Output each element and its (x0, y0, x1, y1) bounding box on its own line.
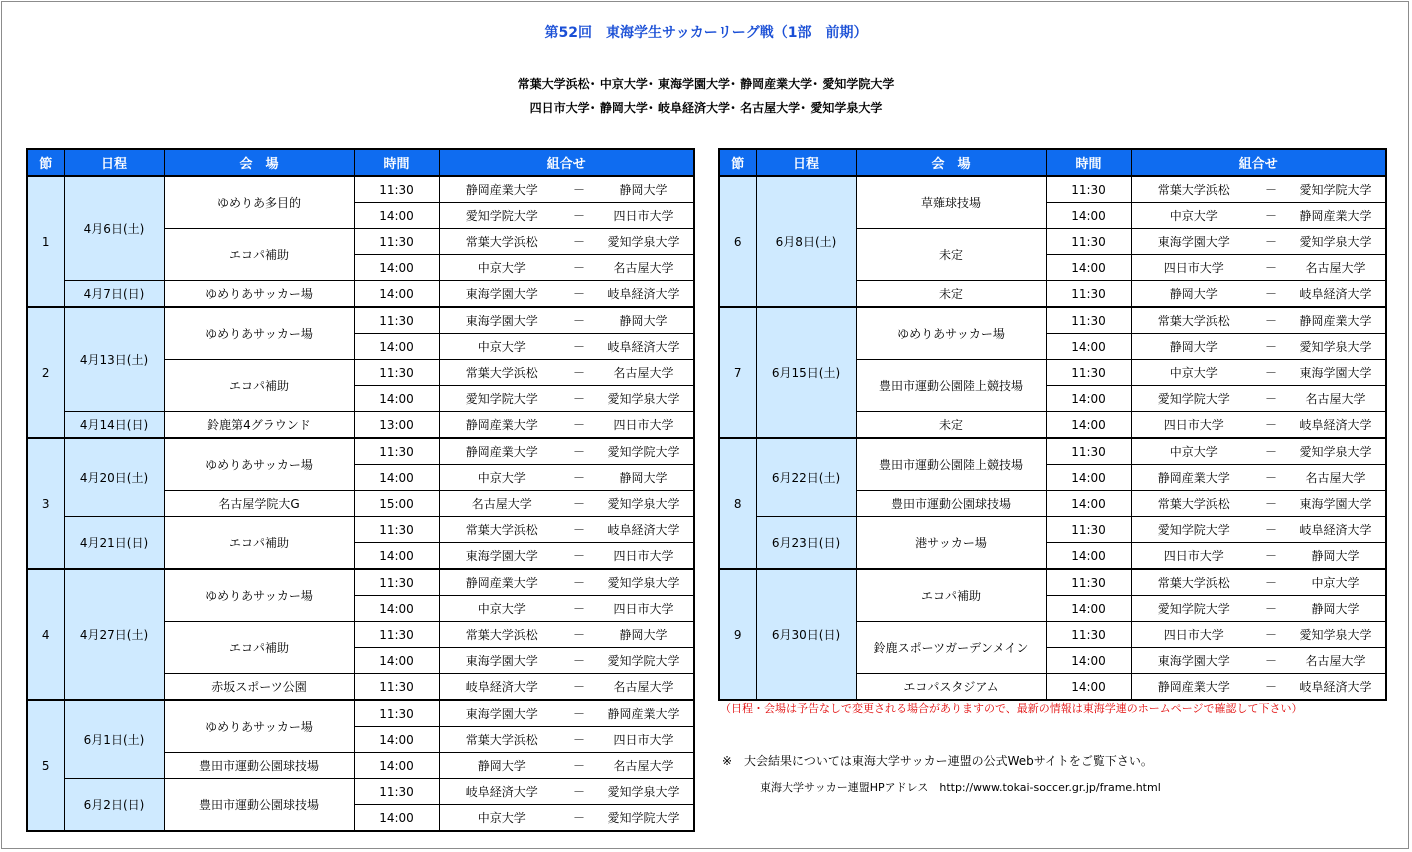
away-team: 名古屋大学 (594, 674, 694, 701)
home-team: 四日市大学 (1131, 255, 1256, 281)
away-team: 名古屋大学 (1286, 648, 1386, 674)
kickoff-time: 11:30 (354, 517, 439, 543)
section-block (719, 438, 1386, 569)
venue-name: 鈴鹿第4グラウンド (164, 412, 354, 439)
away-team: 四日市大学 (594, 727, 694, 753)
away-team: 静岡産業大学 (1286, 203, 1386, 229)
match-row (27, 307, 694, 334)
venue-name: ゆめりあサッカー場 (164, 281, 354, 308)
kickoff-time: 14:00 (1046, 465, 1131, 491)
match-row (27, 700, 694, 727)
away-team: 静岡大学 (594, 622, 694, 648)
versus-dash: － (1256, 517, 1286, 543)
kickoff-time: 11:30 (354, 569, 439, 596)
away-team: 静岡大学 (594, 465, 694, 491)
versus-dash: － (564, 543, 594, 570)
away-team: 愛知学院大学 (594, 648, 694, 674)
kickoff-time: 14:00 (354, 753, 439, 779)
away-team: 四日市大学 (594, 203, 694, 229)
versus-dash: － (564, 203, 594, 229)
away-team: 愛知学泉大学 (594, 569, 694, 596)
match-row (27, 779, 694, 805)
match-row (27, 176, 694, 203)
versus-dash: － (564, 255, 594, 281)
match-date: 4月21日(日) (64, 517, 164, 570)
header-row (719, 149, 1386, 176)
home-team: 四日市大学 (1131, 622, 1256, 648)
home-team: 静岡産業大学 (439, 412, 564, 439)
venue-name: エコパ補助 (164, 229, 354, 281)
home-team: 中京大学 (439, 596, 564, 622)
kickoff-time: 11:30 (354, 229, 439, 255)
teams-line-1: 常葉大学浜松･ 中京大学･ 東海学園大学･ 静岡産業大学･ 愛知学院大学 (517, 77, 895, 91)
away-team: 愛知学泉大学 (1286, 334, 1386, 360)
home-team: 中京大学 (439, 805, 564, 832)
venue-name: 草薙球技場 (856, 176, 1046, 229)
versus-dash: － (1256, 438, 1286, 465)
versus-dash: － (564, 596, 594, 622)
match-row (27, 438, 694, 465)
section-block (27, 438, 694, 569)
versus-dash: － (564, 491, 594, 517)
kickoff-time: 11:30 (1046, 438, 1131, 465)
away-team: 愛知学泉大学 (594, 386, 694, 412)
away-team: 愛知学院大学 (1286, 176, 1386, 203)
versus-dash: － (564, 700, 594, 727)
header-row (27, 149, 694, 176)
venue-name: 豊田市運動公園球技場 (856, 491, 1046, 517)
home-team: 常葉大学浜松 (1131, 491, 1256, 517)
match-row (719, 569, 1386, 596)
kickoff-time: 11:30 (354, 779, 439, 805)
venue-name: 名古屋学院大G (164, 491, 354, 517)
header-date: 日程 (756, 149, 856, 176)
versus-dash: － (564, 727, 594, 753)
away-team: 四日市大学 (594, 412, 694, 439)
versus-dash: － (564, 648, 594, 674)
versus-dash: － (1256, 491, 1286, 517)
kickoff-time: 11:30 (1046, 569, 1131, 596)
header-sec: 節 (27, 149, 64, 176)
venue-name: ゆめりあサッカー場 (164, 569, 354, 622)
match-row (27, 281, 694, 308)
kickoff-time: 11:30 (354, 674, 439, 701)
kickoff-time: 14:00 (354, 203, 439, 229)
versus-dash: － (1256, 203, 1286, 229)
venue-name: 豊田市運動公園球技場 (164, 779, 354, 832)
kickoff-time: 14:00 (354, 465, 439, 491)
home-team: 中京大学 (439, 465, 564, 491)
kickoff-time: 14:00 (1046, 543, 1131, 570)
versus-dash: － (1256, 465, 1286, 491)
venue-name: 未定 (856, 229, 1046, 281)
home-team: 静岡大学 (1131, 281, 1256, 308)
home-team: 岐阜経済大学 (439, 779, 564, 805)
venue-name: 豊田市運動公園陸上競技場 (856, 360, 1046, 412)
away-team: 岐阜経済大学 (594, 334, 694, 360)
versus-dash: － (564, 229, 594, 255)
match-date: 6月22日(土) (756, 438, 856, 517)
kickoff-time: 14:00 (1046, 674, 1131, 701)
kickoff-time: 11:30 (354, 438, 439, 465)
header-date: 日程 (64, 149, 164, 176)
kickoff-time: 14:00 (1046, 648, 1131, 674)
versus-dash: － (564, 465, 594, 491)
section-number: 5 (27, 700, 64, 831)
versus-dash: － (564, 176, 594, 203)
section-block (27, 569, 694, 700)
versus-dash: － (564, 334, 594, 360)
versus-dash: － (1256, 281, 1286, 308)
versus-dash: － (1256, 412, 1286, 439)
match-date: 4月13日(土) (64, 307, 164, 412)
kickoff-time: 11:30 (354, 360, 439, 386)
versus-dash: － (1256, 622, 1286, 648)
home-team: 東海学園大学 (439, 700, 564, 727)
schedule-table-left (26, 148, 695, 832)
away-team: 名古屋大学 (594, 360, 694, 386)
away-team: 岐阜経済大学 (1286, 517, 1386, 543)
header-match: 組合せ (1131, 149, 1386, 176)
home-team: 愛知学院大学 (1131, 596, 1256, 622)
header-match: 組合せ (439, 149, 694, 176)
kickoff-time: 11:30 (1046, 229, 1131, 255)
section-number: 1 (27, 176, 64, 307)
venue-name: エコパ補助 (164, 517, 354, 570)
kickoff-time: 11:30 (354, 176, 439, 203)
home-team: 四日市大学 (1131, 543, 1256, 570)
away-team: 東海学園大学 (1286, 491, 1386, 517)
versus-dash: － (564, 674, 594, 701)
kickoff-time: 14:00 (1046, 334, 1131, 360)
venue-name: 豊田市運動公園球技場 (164, 753, 354, 779)
section-block (27, 700, 694, 831)
home-team: 常葉大学浜松 (439, 229, 564, 255)
match-row (719, 307, 1386, 334)
away-team: 静岡産業大学 (1286, 307, 1386, 334)
section-number: 6 (719, 176, 756, 307)
versus-dash: － (1256, 648, 1286, 674)
away-team: 四日市大学 (594, 543, 694, 570)
home-team: 常葉大学浜松 (1131, 176, 1256, 203)
away-team: 愛知学泉大学 (594, 779, 694, 805)
results-note: ※ 大会結果については東海大学サッカー連盟の公式Webサイトをご覧下さい。 (722, 754, 1153, 768)
home-team: 愛知学院大学 (1131, 517, 1256, 543)
home-team: 中京大学 (439, 255, 564, 281)
match-date: 4月20日(土) (64, 438, 164, 517)
away-team: 岐阜経済大学 (1286, 281, 1386, 308)
header-time: 時間 (1046, 149, 1131, 176)
match-date: 4月27日(土) (64, 569, 164, 700)
venue-name: ゆめりあサッカー場 (164, 307, 354, 360)
kickoff-time: 14:00 (354, 543, 439, 570)
away-team: 愛知学泉大学 (1286, 229, 1386, 255)
versus-dash: － (1256, 255, 1286, 281)
home-team: 静岡産業大学 (439, 176, 564, 203)
home-team: 中京大学 (1131, 203, 1256, 229)
away-team: 岐阜経済大学 (1286, 674, 1386, 701)
homepage-address: 東海大学サッカー連盟HPアドレス http://www.tokai-soccer.gr.jp/frame.html (760, 781, 1161, 794)
venue-name: エコパスタジアム (856, 674, 1046, 701)
venue-name: ゆめりあ多目的 (164, 176, 354, 229)
versus-dash: － (564, 517, 594, 543)
away-team: 静岡大学 (594, 176, 694, 203)
away-team: 愛知学泉大学 (1286, 438, 1386, 465)
match-row (719, 517, 1386, 543)
versus-dash: － (1256, 386, 1286, 412)
venue-name: エコパ補助 (164, 360, 354, 412)
match-date: 4月7日(日) (64, 281, 164, 308)
header-venue: 会 場 (856, 149, 1046, 176)
away-team: 静岡産業大学 (594, 700, 694, 727)
versus-dash: － (1256, 543, 1286, 570)
home-team: 常葉大学浜松 (1131, 569, 1256, 596)
section-number: 2 (27, 307, 64, 438)
kickoff-time: 14:00 (354, 648, 439, 674)
kickoff-time: 11:30 (1046, 517, 1131, 543)
away-team: 名古屋大学 (1286, 255, 1386, 281)
away-team: 愛知学泉大学 (594, 229, 694, 255)
match-row (27, 569, 694, 596)
versus-dash: － (564, 412, 594, 439)
kickoff-time: 14:00 (354, 596, 439, 622)
match-date: 6月1日(土) (64, 700, 164, 779)
page-title: 第52回 東海学生サッカーリーグ戦（1部 前期） (544, 25, 868, 41)
away-team: 岐阜経済大学 (1286, 412, 1386, 439)
away-team: 岐阜経済大学 (594, 281, 694, 308)
away-team: 名古屋大学 (1286, 465, 1386, 491)
home-team: 常葉大学浜松 (439, 517, 564, 543)
versus-dash: － (564, 622, 594, 648)
kickoff-time: 14:00 (354, 386, 439, 412)
home-team: 東海学園大学 (1131, 648, 1256, 674)
venue-name: ゆめりあサッカー場 (856, 307, 1046, 360)
section-number: 3 (27, 438, 64, 569)
versus-dash: － (1256, 596, 1286, 622)
venue-name: エコパ補助 (164, 622, 354, 674)
kickoff-time: 14:00 (354, 334, 439, 360)
venue-name: 未定 (856, 412, 1046, 439)
kickoff-time: 14:00 (1046, 491, 1131, 517)
match-date: 6月30日(日) (756, 569, 856, 700)
versus-dash: － (564, 779, 594, 805)
home-team: 東海学園大学 (439, 281, 564, 308)
home-team: 静岡産業大学 (1131, 674, 1256, 701)
away-team: 愛知学院大学 (594, 805, 694, 832)
match-row (27, 517, 694, 543)
away-team: 四日市大学 (594, 596, 694, 622)
match-date: 6月15日(土) (756, 307, 856, 438)
section-block (719, 569, 1386, 700)
kickoff-time: 13:00 (354, 412, 439, 439)
header-time: 時間 (354, 149, 439, 176)
match-row (27, 412, 694, 439)
kickoff-time: 11:30 (1046, 622, 1131, 648)
section-block (719, 176, 1386, 307)
home-team: 愛知学院大学 (439, 386, 564, 412)
kickoff-time: 11:30 (354, 700, 439, 727)
header-sec: 節 (719, 149, 756, 176)
away-team: 名古屋大学 (594, 753, 694, 779)
venue-name: 鈴鹿スポーツガーデンメイン (856, 622, 1046, 674)
home-team: 中京大学 (439, 334, 564, 360)
kickoff-time: 11:30 (1046, 307, 1131, 334)
section-number: 7 (719, 307, 756, 438)
venue-name: ゆめりあサッカー場 (164, 438, 354, 491)
venue-name: 赤坂スポーツ公園 (164, 674, 354, 701)
match-date: 6月2日(日) (64, 779, 164, 832)
home-team: 中京大学 (1131, 438, 1256, 465)
schedule-table-right (718, 148, 1387, 701)
away-team: 岐阜経済大学 (594, 517, 694, 543)
kickoff-time: 14:00 (354, 255, 439, 281)
home-team: 常葉大学浜松 (439, 360, 564, 386)
versus-dash: － (564, 360, 594, 386)
home-team: 名古屋大学 (439, 491, 564, 517)
section-number: 4 (27, 569, 64, 700)
section-block (27, 307, 694, 438)
header-venue: 会 場 (164, 149, 354, 176)
versus-dash: － (564, 281, 594, 308)
home-team: 静岡大学 (1131, 334, 1256, 360)
section-number: 8 (719, 438, 756, 569)
home-team: 東海学園大学 (439, 307, 564, 334)
home-team: 東海学園大学 (439, 648, 564, 674)
venue-name: エコパ補助 (856, 569, 1046, 622)
versus-dash: － (1256, 229, 1286, 255)
versus-dash: － (564, 438, 594, 465)
away-team: 愛知学院大学 (594, 438, 694, 465)
home-team: 静岡産業大学 (439, 438, 564, 465)
versus-dash: － (564, 805, 594, 832)
match-date: 6月23日(日) (756, 517, 856, 570)
kickoff-time: 14:00 (1046, 596, 1131, 622)
kickoff-time: 15:00 (354, 491, 439, 517)
home-team: 東海学園大学 (439, 543, 564, 570)
section-block (719, 307, 1386, 438)
venue-name: 未定 (856, 281, 1046, 308)
kickoff-time: 11:30 (354, 307, 439, 334)
home-team: 東海学園大学 (1131, 229, 1256, 255)
match-date: 6月8日(土) (756, 176, 856, 307)
away-team: 名古屋大学 (1286, 386, 1386, 412)
versus-dash: － (1256, 334, 1286, 360)
match-date: 4月14日(日) (64, 412, 164, 439)
kickoff-time: 11:30 (1046, 176, 1131, 203)
kickoff-time: 14:00 (354, 805, 439, 832)
home-team: 常葉大学浜松 (439, 622, 564, 648)
home-team: 愛知学院大学 (439, 203, 564, 229)
away-team: 中京大学 (1286, 569, 1386, 596)
home-team: 岐阜経済大学 (439, 674, 564, 701)
match-date: 4月6日(土) (64, 176, 164, 281)
versus-dash: － (564, 753, 594, 779)
match-row (719, 438, 1386, 465)
disclaimer-note: （日程・会場は予告なしで変更される場合がありますので、最新の情報は東海学連のホームページで確認して下さい） (720, 702, 1303, 715)
kickoff-time: 14:00 (1046, 255, 1131, 281)
home-team: 中京大学 (1131, 360, 1256, 386)
away-team: 名古屋大学 (594, 255, 694, 281)
away-team: 静岡大学 (1286, 596, 1386, 622)
home-team: 静岡大学 (439, 753, 564, 779)
kickoff-time: 14:00 (1046, 386, 1131, 412)
venue-name: 港サッカー場 (856, 517, 1046, 570)
versus-dash: － (1256, 307, 1286, 334)
match-row (719, 176, 1386, 203)
away-team: 静岡大学 (594, 307, 694, 334)
kickoff-time: 14:00 (354, 727, 439, 753)
versus-dash: － (564, 307, 594, 334)
away-team: 東海学園大学 (1286, 360, 1386, 386)
venue-name: ゆめりあサッカー場 (164, 700, 354, 753)
home-team: 常葉大学浜松 (439, 727, 564, 753)
kickoff-time: 11:30 (354, 622, 439, 648)
versus-dash: － (564, 386, 594, 412)
versus-dash: － (1256, 569, 1286, 596)
section-number: 9 (719, 569, 756, 700)
kickoff-time: 14:00 (354, 281, 439, 308)
kickoff-time: 14:00 (1046, 412, 1131, 439)
kickoff-time: 11:30 (1046, 360, 1131, 386)
teams-line-2: 四日市大学･ 静岡大学･ 岐阜経済大学･ 名古屋大学･ 愛知学泉大学 (529, 101, 883, 115)
home-team: 愛知学院大学 (1131, 386, 1256, 412)
versus-dash: － (1256, 360, 1286, 386)
home-team: 四日市大学 (1131, 412, 1256, 439)
versus-dash: － (1256, 176, 1286, 203)
away-team: 愛知学泉大学 (594, 491, 694, 517)
versus-dash: － (1256, 674, 1286, 701)
versus-dash: － (564, 569, 594, 596)
kickoff-time: 14:00 (1046, 203, 1131, 229)
home-team: 常葉大学浜松 (1131, 307, 1256, 334)
away-team: 静岡大学 (1286, 543, 1386, 570)
home-team: 静岡産業大学 (439, 569, 564, 596)
away-team: 愛知学泉大学 (1286, 622, 1386, 648)
section-block (27, 176, 694, 307)
kickoff-time: 11:30 (1046, 281, 1131, 308)
venue-name: 豊田市運動公園陸上競技場 (856, 438, 1046, 491)
home-team: 静岡産業大学 (1131, 465, 1256, 491)
